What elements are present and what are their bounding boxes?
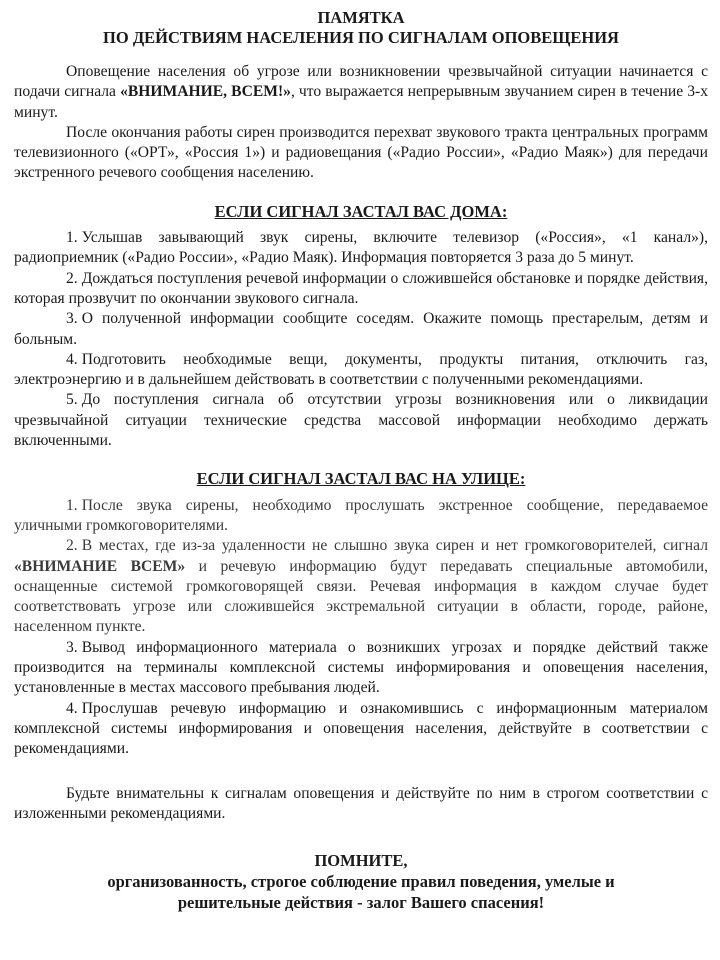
street-item-2-tail: и речевую информацию будут передавать специальные автомобили, оснащенные системой громкоговорящей связи. Речевая информация в каждом случае будет соответствовать угрозе или сложившейся экстремальной ситуации в области, городе, районе, населенном пункте. <box>14 557 708 636</box>
street-item-1-number: 1. <box>66 496 78 514</box>
street-item-3 <box>14 638 708 699</box>
home-item-5-text: До поступления сигнала об отсутствии угрозы возникновения или о ликвидации чрезвычайной ситуации технические средства массовой информации необходимо держать включенными. <box>14 391 708 450</box>
home-item-1-text: Услышав завывающий звук сирены, включите телевизор («Россия», «1 канал»), радиоприемник («Радио России», «Радио Маяк). Информация повторяется 3 раза до 5 минут. <box>14 229 708 267</box>
home-item-3-number: 3. <box>66 310 78 328</box>
home-section-heading: ЕСЛИ СИГНАЛ ЗАСТАЛ ВАС ДОМА: <box>214 201 508 221</box>
intro-p1-tail: , что выражается непрерывным звучанием сирен в течение 3-х минут. <box>14 83 708 121</box>
footer-line-1: ПОМНИТЕ, <box>314 851 408 871</box>
home-item-2 <box>14 269 708 310</box>
footer-line-2: организованность, строгое соблюдение правил поведения, умелые и <box>107 872 615 892</box>
title-line-2: ПО ДЕЙСТВИЯМ НАСЕЛЕНИЯ ПО СИГНАЛАМ ОПОВЕЩЕНИЯ <box>103 28 619 47</box>
home-item-5 <box>14 390 708 451</box>
home-item-3 <box>14 309 708 350</box>
intro-paragraph-2: После окончания работы сирен производится перехват звукового тракта центральных программ телевизионного («ОРТ», «Россия 1») и радиовещания («Радио России», «Радио Маяк») для передачи экстренного речевого сообщения населению. <box>14 123 708 182</box>
footer-reminder <box>14 850 708 913</box>
home-item-2-text: Дождаться поступления речевой информации о сложившейся обстановке и порядке действия, которая прозвучит по окончании звукового сигнала. <box>14 269 708 307</box>
home-item-4-text: Подготовить необходимые вещи, документы, продукты питания, отключить газ, электроэнергию и в дальнейшем действовать в соответствии с полученными рекомендациями. <box>14 350 708 389</box>
closing-paragraph: Будьте внимательны к сигналам оповещения и действуйте по ним в строгом соответствии с изложенными рекомендациями. <box>14 784 708 822</box>
attention-signal-name: «ВНИМАНИЕ, ВСЕМ!» <box>120 83 291 101</box>
home-item-4-number: 4. <box>66 350 78 368</box>
home-item-1 <box>14 228 708 269</box>
street-item-3-number: 3. <box>66 638 78 656</box>
street-item-1-text: После звука сирены, необходимо прослушать экстренное сообщение, передаваемое уличными громкоговорителями. <box>14 496 708 534</box>
footer-line-3: решительные действия - залог Вашего спасения! <box>177 893 545 913</box>
home-item-3-text: О полученной информации сообщите соседям. Окажите помощь престарелым, детям и больным. <box>14 310 708 348</box>
spacer <box>14 760 708 784</box>
street-item-2-text: В местах, где из-за удаленности не слышно звука сирен и нет громкоговорителей, сигнал <box>81 537 708 555</box>
intro-p1-text: Оповещение населения об угрозе или возникновении чрезвычайной ситуации начинается с подачи сигнала <box>14 63 708 101</box>
street-item-4-text: Прослушав речевую информацию и ознакомившись с информационным материалом комплексной системы информирования и оповещения населения, действуйте в соответствии с рекомендациями. <box>14 699 708 758</box>
home-item-4 <box>14 350 708 391</box>
street-item-3-text: Вывод информационного материала о возникших угрозах и порядке действий также производится на терминалы комплексной системы информирования и оповещения населения, установленные в местах массового пребывания людей. <box>14 638 708 697</box>
street-item-1 <box>14 496 708 537</box>
home-item-2-number: 2. <box>66 269 78 287</box>
home-item-5-number: 5. <box>66 391 78 409</box>
street-signal-name: «ВНИМАНИЕ ВСЕМ» <box>14 557 186 575</box>
title-line-1: ПАМЯТКА <box>317 8 405 27</box>
street-item-4-number: 4. <box>66 699 78 717</box>
home-item-1-number: 1. <box>66 229 78 247</box>
street-item-4 <box>14 699 708 760</box>
street-section-heading: ЕСЛИ СИГНАЛ ЗАСТАЛ ВАС НА УЛИЦЕ: <box>196 469 526 489</box>
street-item-2-number: 2. <box>66 537 78 555</box>
street-item-2 <box>14 536 708 637</box>
intro-paragraph-1 <box>14 62 708 123</box>
memo-title <box>14 8 708 48</box>
